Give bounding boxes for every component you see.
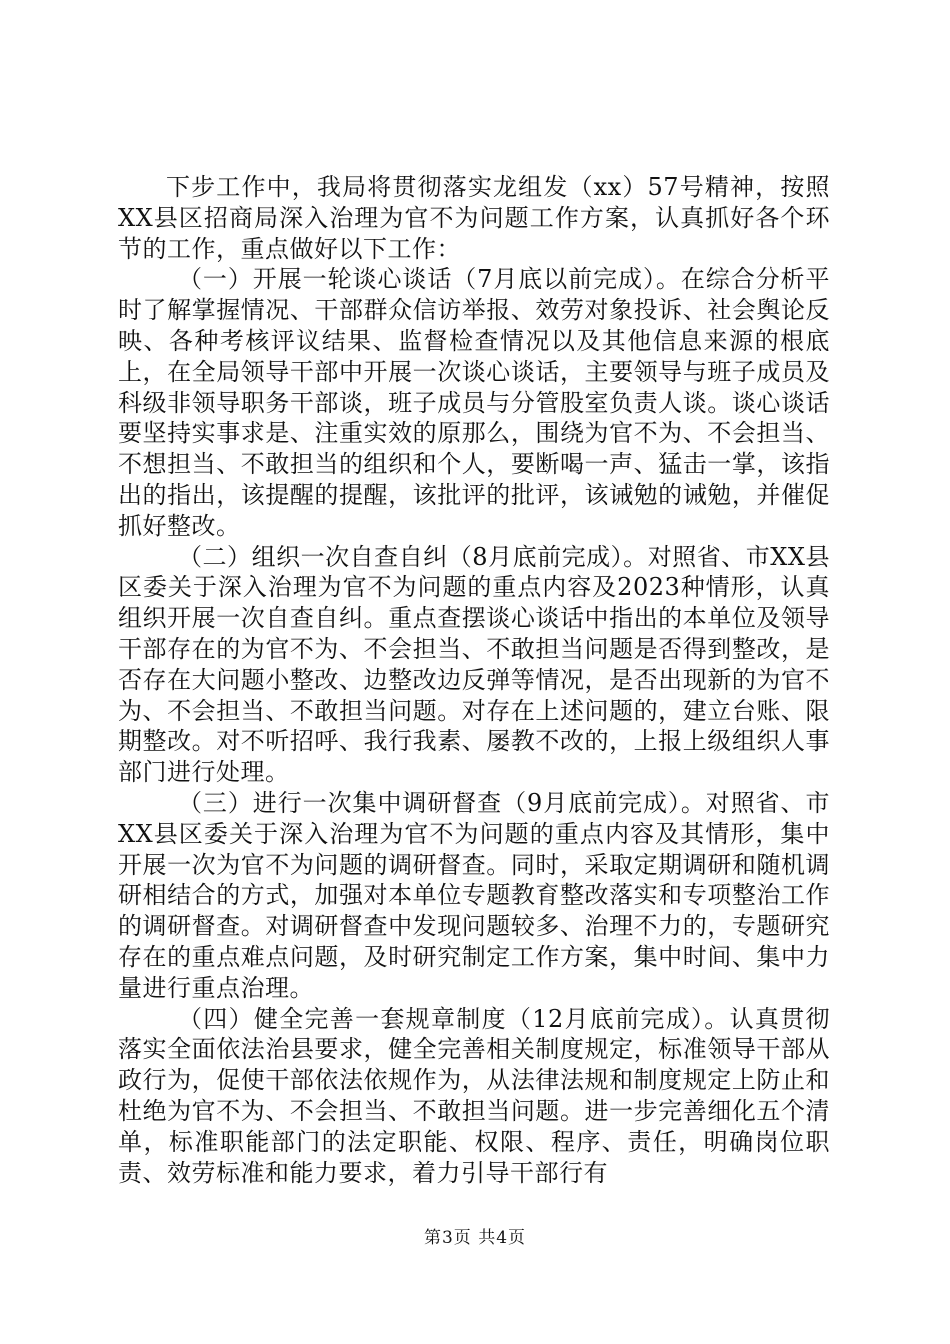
document-body <box>118 172 830 1188</box>
item-paragraph-2: （二）组织一次自查自纠（8月底前完成）。对照省、市XX县区委关于深入治理为官不为问题的重点内容及2023种情形，认真组织开展一次自查自纠。重点查摆谈心谈话中指出的本单位及领导干部存在的为官不为、不会担当、不敢担当问题是否得到整改，是否存在大问题小整改、边整改边反弹等情况，是否出现新的为官不为、不会担当、不敢担当问题。对存在上述问题的，建立台账、限期整改。对不听招呼、我行我素、屡教不改的，上报上级组织人事部门进行处理。 <box>118 542 830 787</box>
item-paragraph-4: （四）健全完善一套规章制度（12月底前完成）。认真贯彻落实全面依法治县要求，健全完善相关制度规定，标准领导干部从政行为，促使干部依法依规作为，从法律法规和制度规定上防止和杜绝为官不为、不会担当、不敢担当问题。进一步完善细化五个清单，标准职能部门的法定职能、权限、程序、责任，明确岗位职责、效劳标准和能力要求，着力引导干部行有 <box>118 1004 830 1187</box>
item-paragraph-3: （三）进行一次集中调研督查（9月底前完成）。对照省、市XX县区委关于深入治理为官不为问题的重点内容及其情形，集中开展一次为官不为问题的调研督查。同时，采取定期调研和随机调研相结合的方式，加强对本单位专题教育整改落实和专项整治工作的调研督查。对调研督查中发现问题较多、治理不力的，专题研究存在的重点难点问题，及时研究制定工作方案，集中时间、集中力量进行重点治理。 <box>118 788 830 1002</box>
intro-paragraph: 下步工作中，我局将贯彻落实龙组发（xx）57号精神，按照XX县区招商局深入治理为官不为问题工作方案，认真抓好各个环节的工作，重点做好以下工作： <box>118 173 830 263</box>
page-footer: 第3页 共4页 <box>423 1228 527 1248</box>
item-paragraph-1: （一）开展一轮谈心谈话（7月底以前完成）。在综合分析平时了解掌握情况、干部群众信访举报、效劳对象投诉、社会舆论反映、各种考核评议结果、监督检查情况以及其他信息来源的根底上，在全局领导干部中开展一次谈心谈话，主要领导与班子成员及科级非领导职务干部谈，班子成员与分管股室负责人谈。谈心谈话要坚持实事求是、注重实效的原那么，围绕为官不为、不会担当、不想担当、不敢担当的组织和个人，要断喝一声、猛击一掌，该指出的指出，该提醒的提醒，该批评的批评，该诫勉的诫勉，并催促抓好整改。 <box>118 265 830 540</box>
